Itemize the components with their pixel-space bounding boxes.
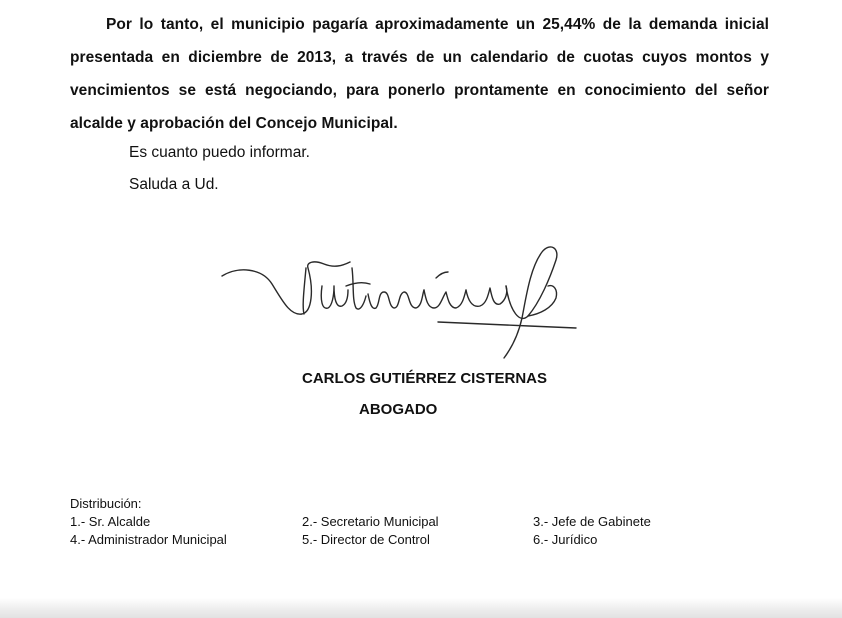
body-paragraph: Por lo tanto, el municipio pagaría aproximadamente un 25,44% de la demanda inicial presentada en diciembre de 2013, a través de un calendario de cuotas cuyos montos y vencimientos se está negociando, para ponerlo prontamente en conocimiento del señor alcalde y aprobación del Concejo Municipal.: [70, 16, 769, 132]
distribution-item: 6.- Jurídico: [533, 532, 598, 547]
signer-name: CARLOS GUTIÉRREZ CISTERNAS: [302, 370, 548, 387]
distribution-grid: [70, 513, 733, 549]
page-bottom-edge: [0, 598, 842, 618]
handwritten-signature: [210, 238, 590, 368]
distribution-item: 5.- Director de Control: [302, 532, 430, 547]
distribution-item: 4.- Administrador Municipal: [70, 532, 227, 547]
signer-title: ABOGADO: [359, 401, 438, 418]
distribution-list: [70, 495, 733, 549]
distribution-heading: Distribución:: [70, 496, 142, 511]
closing-line-saluda: Saluda a Ud.: [129, 176, 219, 193]
distribution-item: 3.- Jefe de Gabinete: [533, 514, 651, 529]
distribution-item: 2.- Secretario Municipal: [302, 514, 439, 529]
closing-line-informar: Es cuanto puedo informar.: [129, 144, 310, 161]
distribution-item: 1.- Sr. Alcalde: [70, 514, 151, 529]
